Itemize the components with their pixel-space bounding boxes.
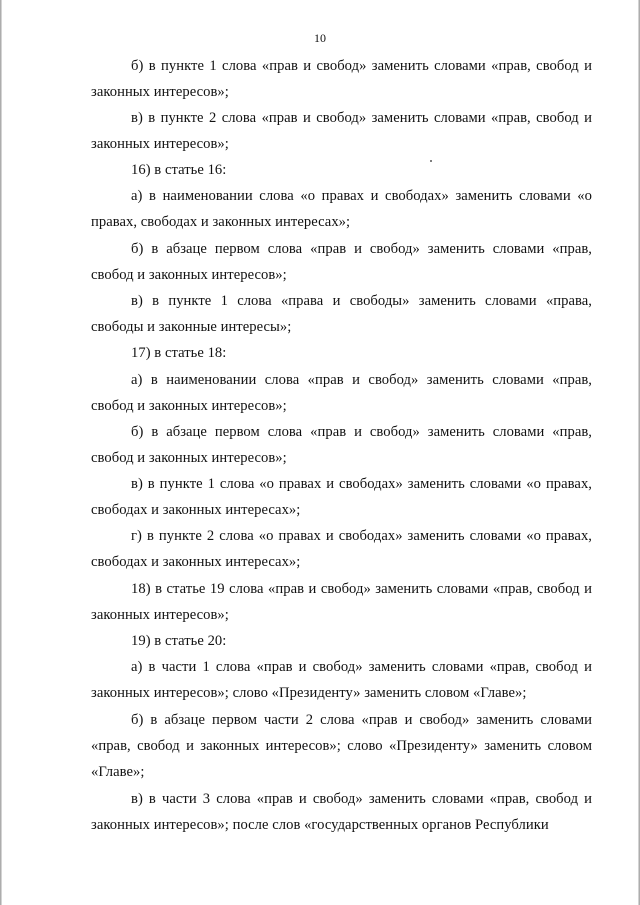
paragraph-a-title-18: а) в наименовании слова «прав и свобод» заменить словами «прав, свобод и законных интересов»; bbox=[91, 372, 592, 415]
paragraph-b-point-1: б) в пункте 1 слова «прав и свобод» заменить словами «прав, свобод и законных интересов»; bbox=[91, 58, 592, 101]
paragraph-b-part-2-20: б) в абзаце первом части 2 слова «прав и свобод» заменить словами «прав, свобод и законных интересов»; слово «Президенту» заменить словом «Главе»; bbox=[91, 712, 592, 781]
paragraph-v-point-1-18: в) в пункте 1 слова «о правах и свободах» заменить словами «о правах, свободах и законных интересах»; bbox=[91, 476, 592, 519]
paragraph-v-part-3-20: в) в части 3 слова «прав и свобод» заменить словами «прав, свобод и законных интересов»; после слов «государственных органов Республики bbox=[91, 791, 592, 834]
paragraph-a-title: а) в наименовании слова «о правах и свободах» заменить словами «о правах, свободах и законных интересах»; bbox=[91, 188, 592, 231]
paragraph-v-point-1: в) в пункте 1 слова «права и свободы» заменить словами «права, свободы и законные интересы»; bbox=[91, 293, 592, 336]
paragraph-g-point-2-18: г) в пункте 2 слова «о правах и свободах» заменить словами «о правах, свободах и законных интересах»; bbox=[91, 528, 592, 571]
paragraph-item-16: 16) в статье 16: bbox=[131, 162, 227, 178]
paragraph-v-point-2: в) в пункте 2 слова «прав и свобод» заменить словами «прав, свобод и законных интересов»; bbox=[91, 110, 592, 153]
paragraph-item-18: 18) в статье 19 слова «прав и свобод» заменить словами «прав, свобод и законных интересов»; bbox=[91, 581, 592, 624]
paragraph-item-17: 17) в статье 18: bbox=[131, 345, 227, 361]
scan-edge-left bbox=[0, 0, 2, 905]
page-number: 10 bbox=[314, 31, 326, 45]
paragraph-a-part-1-20: а) в части 1 слова «прав и свобод» заменить словами «прав, свобод и законных интересов»; слово «Президенту» заменить словом «Главе»; bbox=[91, 659, 592, 702]
paragraph-b-first-abzac: б) в абзаце первом слова «прав и свобод» заменить словами «прав, свобод и законных интересов»; bbox=[91, 241, 592, 284]
paragraph-item-19: 19) в статье 20: bbox=[131, 633, 227, 649]
paragraph-b-first-abzac-18: б) в абзаце первом слова «прав и свобод» заменить словами «прав, свобод и законных интересов»; bbox=[91, 424, 592, 467]
scan-speck bbox=[430, 160, 432, 162]
